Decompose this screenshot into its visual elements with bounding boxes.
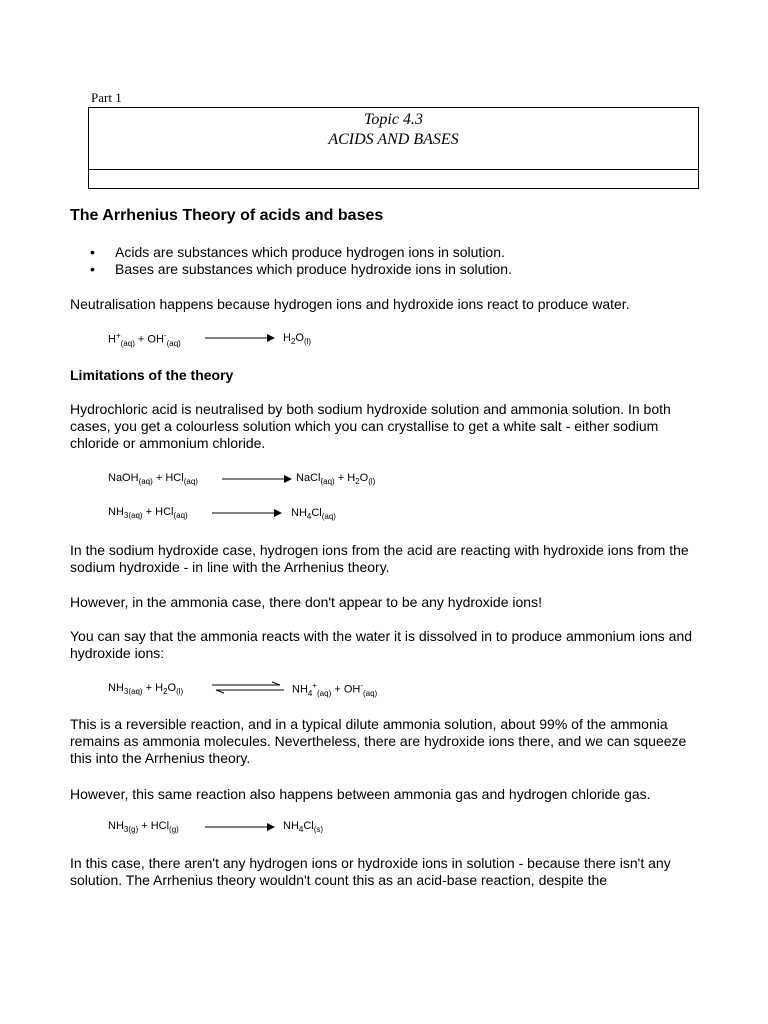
bullet-dot: • xyxy=(90,244,95,260)
paragraph-limitations-2: In the sodium hydroxide case, hydrogen ions from the acid are reacting with hydroxide ions from the sodium hydroxide - in line with the Arrhenius theory. xyxy=(70,542,689,575)
topic-title: ACIDS AND BASES xyxy=(328,131,459,148)
equation-5-reactants: $NH_{3(g)} + HCl_{(g)}$ xyxy=(108,820,179,835)
paragraph-limitations-7: In this case, there aren't any hydrogen ions or hydroxide ions in solution - because there isn't any solution. The Arrhenius theory wouldn't count this as an acid-base reaction, despite the xyxy=(70,855,671,888)
equation-2-products: NaCl$_{(aq)}$ + $H_2O_{(l)}$ xyxy=(296,472,376,487)
arrow-icon xyxy=(222,474,292,484)
bullet-item: Bases are substances which produce hydroxide ions in solution. xyxy=(115,261,512,277)
equation-4-reactants: $NH_{3(aq)} + H_2O_{(l)}$ xyxy=(108,682,184,697)
paragraph-limitations-5: This is a reversible reaction, and in a typical dilute ammonia solution, about 99% of the ammonia remains as ammonia molecules. Nevertheless, there are hydroxide ions there, and we can squeeze this into the Arrhenius theory. xyxy=(70,716,687,766)
arrow-icon xyxy=(205,822,275,832)
section-heading: The Arrhenius Theory of acids and bases xyxy=(70,207,384,224)
equation-1-reactants: $H^+_{(aq)} + OH^-_{(aq)}$ xyxy=(108,331,181,348)
topic-number: Topic 4.3 xyxy=(364,111,423,128)
equilibrium-arrow-icon xyxy=(212,681,284,695)
equation-3-products: $NH_4Cl_{(aq)}$ xyxy=(291,507,336,522)
equation-2-reactants: NaOH$_{(aq)}$ + HCl$_{(aq)}$ xyxy=(108,472,198,487)
equation-3-reactants: $NH_{3(aq)} + HCl_{(aq)}$ xyxy=(108,506,188,521)
topic-box xyxy=(88,107,699,189)
bullet-dot: • xyxy=(90,261,95,277)
bullet-item: Acids are substances which produce hydrogen ions in solution. xyxy=(115,244,505,260)
equation-5-products: $NH_4Cl_{(s)}$ xyxy=(283,820,324,835)
paragraph-limitations-6: However, this same reaction also happens between ammonia gas and hydrogen chloride gas. xyxy=(70,786,651,802)
paragraph-limitations-1: Hydrochloric acid is neutralised by both sodium hydroxide solution and ammonia solution. In both cases, you get a colourless solution which you can crystallise to get a white salt - either sodium chloride or ammonium chloride. xyxy=(70,401,671,451)
topic-divider xyxy=(89,169,698,170)
arrow-icon xyxy=(212,508,282,518)
part-label: Part 1 xyxy=(91,90,122,105)
limitations-heading: Limitations of the theory xyxy=(70,367,234,383)
equation-4-products: $NH_4^+_{(aq)} + OH^-_{(aq)}$ xyxy=(292,681,378,698)
paragraph-limitations-4: You can say that the ammonia reacts with the water it is dissolved in to produce ammonium ions and hydroxide ions: xyxy=(70,628,693,661)
equation-1-products: $H_2O_{(l)}$ xyxy=(283,332,312,347)
paragraph-neutralisation: Neutralisation happens because hydrogen ions and hydroxide ions react to produce water. xyxy=(70,296,630,312)
arrow-icon xyxy=(205,333,275,343)
paragraph-limitations-3: However, in the ammonia case, there don't appear to be any hydroxide ions! xyxy=(70,594,542,610)
